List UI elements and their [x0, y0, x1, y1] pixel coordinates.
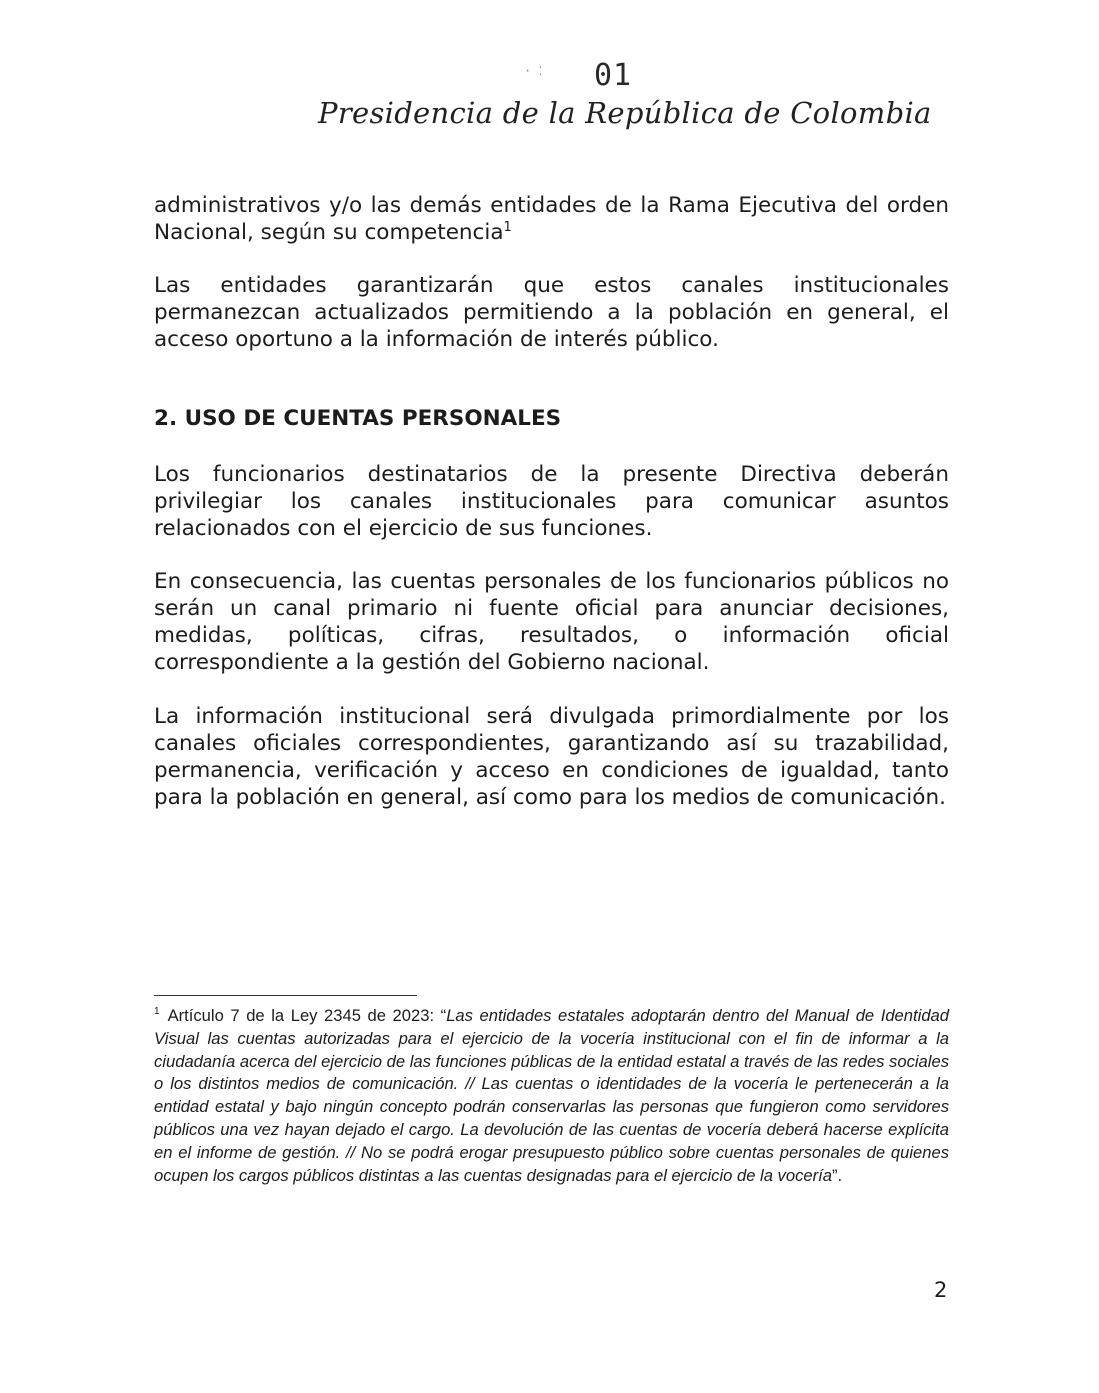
paragraph-2: Las entidades garantizarán que estos canales institucionales permanezcan actualizados permitiendo a la población en general, el acceso oportuno a la información de interés público.	[154, 273, 949, 352]
footnote-reference: 1	[503, 219, 512, 235]
footnote-lead: Artículo 7 de la Ley 2345 de 2023: “	[167, 1006, 447, 1025]
paragraph-1-text: administrativos y/o las demás entidades de la Rama Ejecutiva del orden Nacional, según su competencia	[154, 193, 949, 245]
letterhead-title: Presidencia de la República de Colombia	[318, 96, 932, 130]
footnote-mark: 1	[154, 1006, 160, 1018]
footnote-divider	[154, 995, 417, 996]
page-number: 2	[934, 1278, 948, 1302]
footnote	[154, 1005, 949, 1187]
footnote-tail: ”.	[831, 1165, 843, 1185]
paragraph-1	[154, 192, 949, 246]
paragraph-3: Los funcionarios destinatarios de la presente Directiva deberán privilegiar los canales institucionales para comunicar asuntos relacionados con el ejercicio de sus funciones.	[154, 462, 949, 541]
paragraph-5: La información institucional será divulgada primordialmente por los canales oficiales correspondientes, garantizando así su trazabilidad, permanencia, verificación y acceso en condiciones de igualdad, tanto para la población en general, así como para los medios de comunicación.	[154, 704, 949, 810]
paragraph-4: En consecuencia, las cuentas personales de los funcionarios públicos no serán un canal primario ni fuente oficial para anunciar decisiones, medidas, políticas, cifras, resultados, o información oficial correspondiente a la gestión del Gobierno nacional.	[154, 569, 949, 675]
section-heading: 2. USO DE CUENTAS PERSONALES	[154, 406, 562, 431]
document-stamp-number: 01	[594, 58, 633, 93]
stamp-marks: · ⁚	[524, 64, 543, 78]
footnote-quote: Las entidades estatales adoptarán dentro del Manual de Identidad Visual las cuentas autorizadas para el ejercicio de la vocería institucional con el fin de informar a la ciudadanía acerca del ejercicio de las funciones públicas de la entidad estatal a través de las redes sociales o los distintos medios de comunicación. // Las cuentas o identidades de la vocería le pertenecerán a la entidad estatal y bajo ningún concepto podrán conservarlas las personas que fungieron como servidores públicos una vez hayan dejado el cargo. La devolución de las cuentas de vocería deberá hacerse explícita en el informe de gestión. // No se podrá erogar presupuesto público sobre cuentas personales de quienes ocupen los cargos públicos distintas a las cuentas designadas para el ejercicio de la vocería	[154, 1006, 949, 1185]
